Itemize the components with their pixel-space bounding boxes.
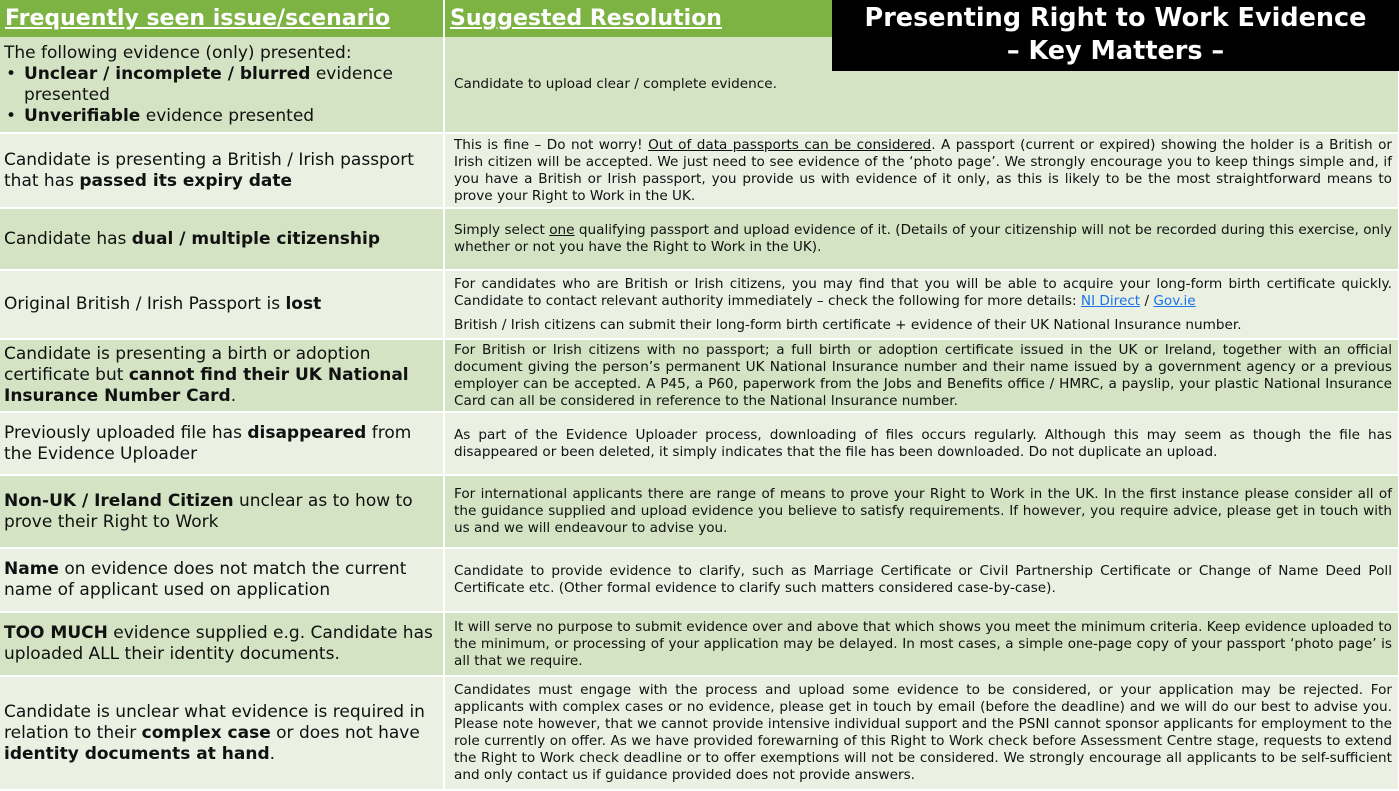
resolution-cell: Candidates must engage with the process and upload some evidence to be considered, or your application may be rejected. For applicants with complex cases or no evidence, please get in touch by email (before the deadline) and we will do our best to advise you. Please note however, that we cannot provide intensive individual support and the PSNI cannot sponsor applicants for employment to the role currently on offer. As we have provided forewarning of this Right to Work check before Assessment Centre stage, requests to extend the Right to Work check deadline or to offer exemptions will not be considered. We strongly encourage all applicants to be self-sufficient and only contact us if guidance provided does not provide answers. [444,676,1399,790]
table-row [0,270,1399,339]
title-banner [832,0,1399,71]
resolution-cell: For candidates who are British or Irish citizens, you may find that you will be able to acquire your long-form birth certificate quickly. Candidate to contact relevant authority immediately – check the following for more details: NI Direct / Gov.ie British / Irish citizens can submit their long-form birth certificate + evidence of their UK National Insurance number. [444,270,1399,339]
resolution-cell: It will serve no purpose to submit evidence over and above that which shows you meet the minimum criteria. Keep evidence uploaded to the minimum, or processing of your application may be delayed. In most cases, a simple one-page copy of your passport ‘photo page’ is all that we require. [444,612,1399,676]
resolution-cell: For British or Irish citizens with no passport; a full birth or adoption certificate issued in the UK or Ireland, together with an official document giving the person’s permanent UK National Insurance number and their name issued by a government agency or a previous employer can be accepted. A P45, a P60, paperwork from the Jobs and Benefits office / HMRC, a payslip, your plastic National Insurance Card can all be considered in reference to the National Insurance number. [444,339,1399,412]
issue-cell: Candidate has dual / multiple citizenship [0,208,444,270]
table-row [0,208,1399,270]
banner-title: Presenting Right to Work Evidence [864,3,1367,33]
resolution-cell: Candidate to upload clear / complete evidence. [444,37,1399,133]
table-row [0,133,1399,208]
issue-cell: Candidate is presenting a birth or adoption certificate but cannot find their UK National Insurance Number Card. [0,339,444,412]
table-row [0,676,1399,790]
issue-cell: Non-UK / Ireland Citizen unclear as to how to prove their Right to Work [0,475,444,548]
issue-bullet-list [4,64,439,127]
issue-cell: Original British / Irish Passport is lost [0,270,444,339]
issue-cell: Candidate is unclear what evidence is required in relation to their complex case or does not have identity documents at hand. [0,676,444,790]
resolution-cell: Simply select one qualifying passport and upload evidence of it. (Details of your citizenship will not be recorded during this exercise, only whether or not you have the Right to Work in the UK). [444,208,1399,270]
underlined-text: Out of data passports can be considered [648,136,932,153]
resolution-cell: For international applicants there are range of means to prove your Right to Work in the UK. In the first instance please consider all of the guidance supplied and upload evidence you believe to satisfy requirements. If however, you require advice, please get in touch with us and we will endeavour to advise you. [444,475,1399,548]
list-item: • Unclear / incomplete / blurred evidence presented [24,64,439,106]
resolution-cell: This is fine – Do not worry! Out of data passports can be considered. A passport (current or expired) showing the holder is a British or Irish citizen will be accepted. We just need to see evidence of the ‘photo page’. We strongly encourage you to keep things simple and, if you have a British or Irish passport, you provide us with evidence of it only, as this is likely to be the most straightforward means to prove your Right to Work in the UK. [444,133,1399,208]
header-resolution: Suggested Resolution [444,0,1399,37]
gov-ie-link[interactable]: Gov.ie [1153,292,1196,309]
issue-cell: Name on evidence does not match the current name of applicant used on application [0,548,444,612]
ni-direct-link[interactable]: NI Direct [1080,292,1141,309]
table-row [0,339,1399,412]
resolution-cell: As part of the Evidence Uploader process, downloading of files occurs regularly. Although this may seem as though the file has disappeared or been deleted, it simply indicates that the file has been downloaded. Do not duplicate an upload. [444,412,1399,475]
issue-cell: Previously uploaded file has disappeared from the Evidence Uploader [0,412,444,475]
table-row [0,612,1399,676]
banner-subtitle: – Key Matters – [1006,36,1225,66]
issue-cell: TOO MUCH evidence supplied e.g. Candidate has uploaded ALL their identity documents. [0,612,444,676]
table-row [0,548,1399,612]
issue-cell: Candidate is presenting a British / Irish passport that has passed its expiry date [0,133,444,208]
header-issue: Frequently seen issue/scenario [0,0,444,37]
table-row [0,475,1399,548]
list-item: • Unverifiable evidence presented [24,106,439,127]
issue-cell: The following evidence (only) presented: • Unclear / incomplete / blurred evidence presented • Unverifiable evidence presented [0,37,444,133]
resolution-cell: Candidate to provide evidence to clarify, such as Marriage Certificate or Civil Partnership Certificate or Change of Name Deed Poll Certificate etc. (Other formal evidence to clarify such matters considered case-by-case). [444,548,1399,612]
table-row [0,412,1399,475]
